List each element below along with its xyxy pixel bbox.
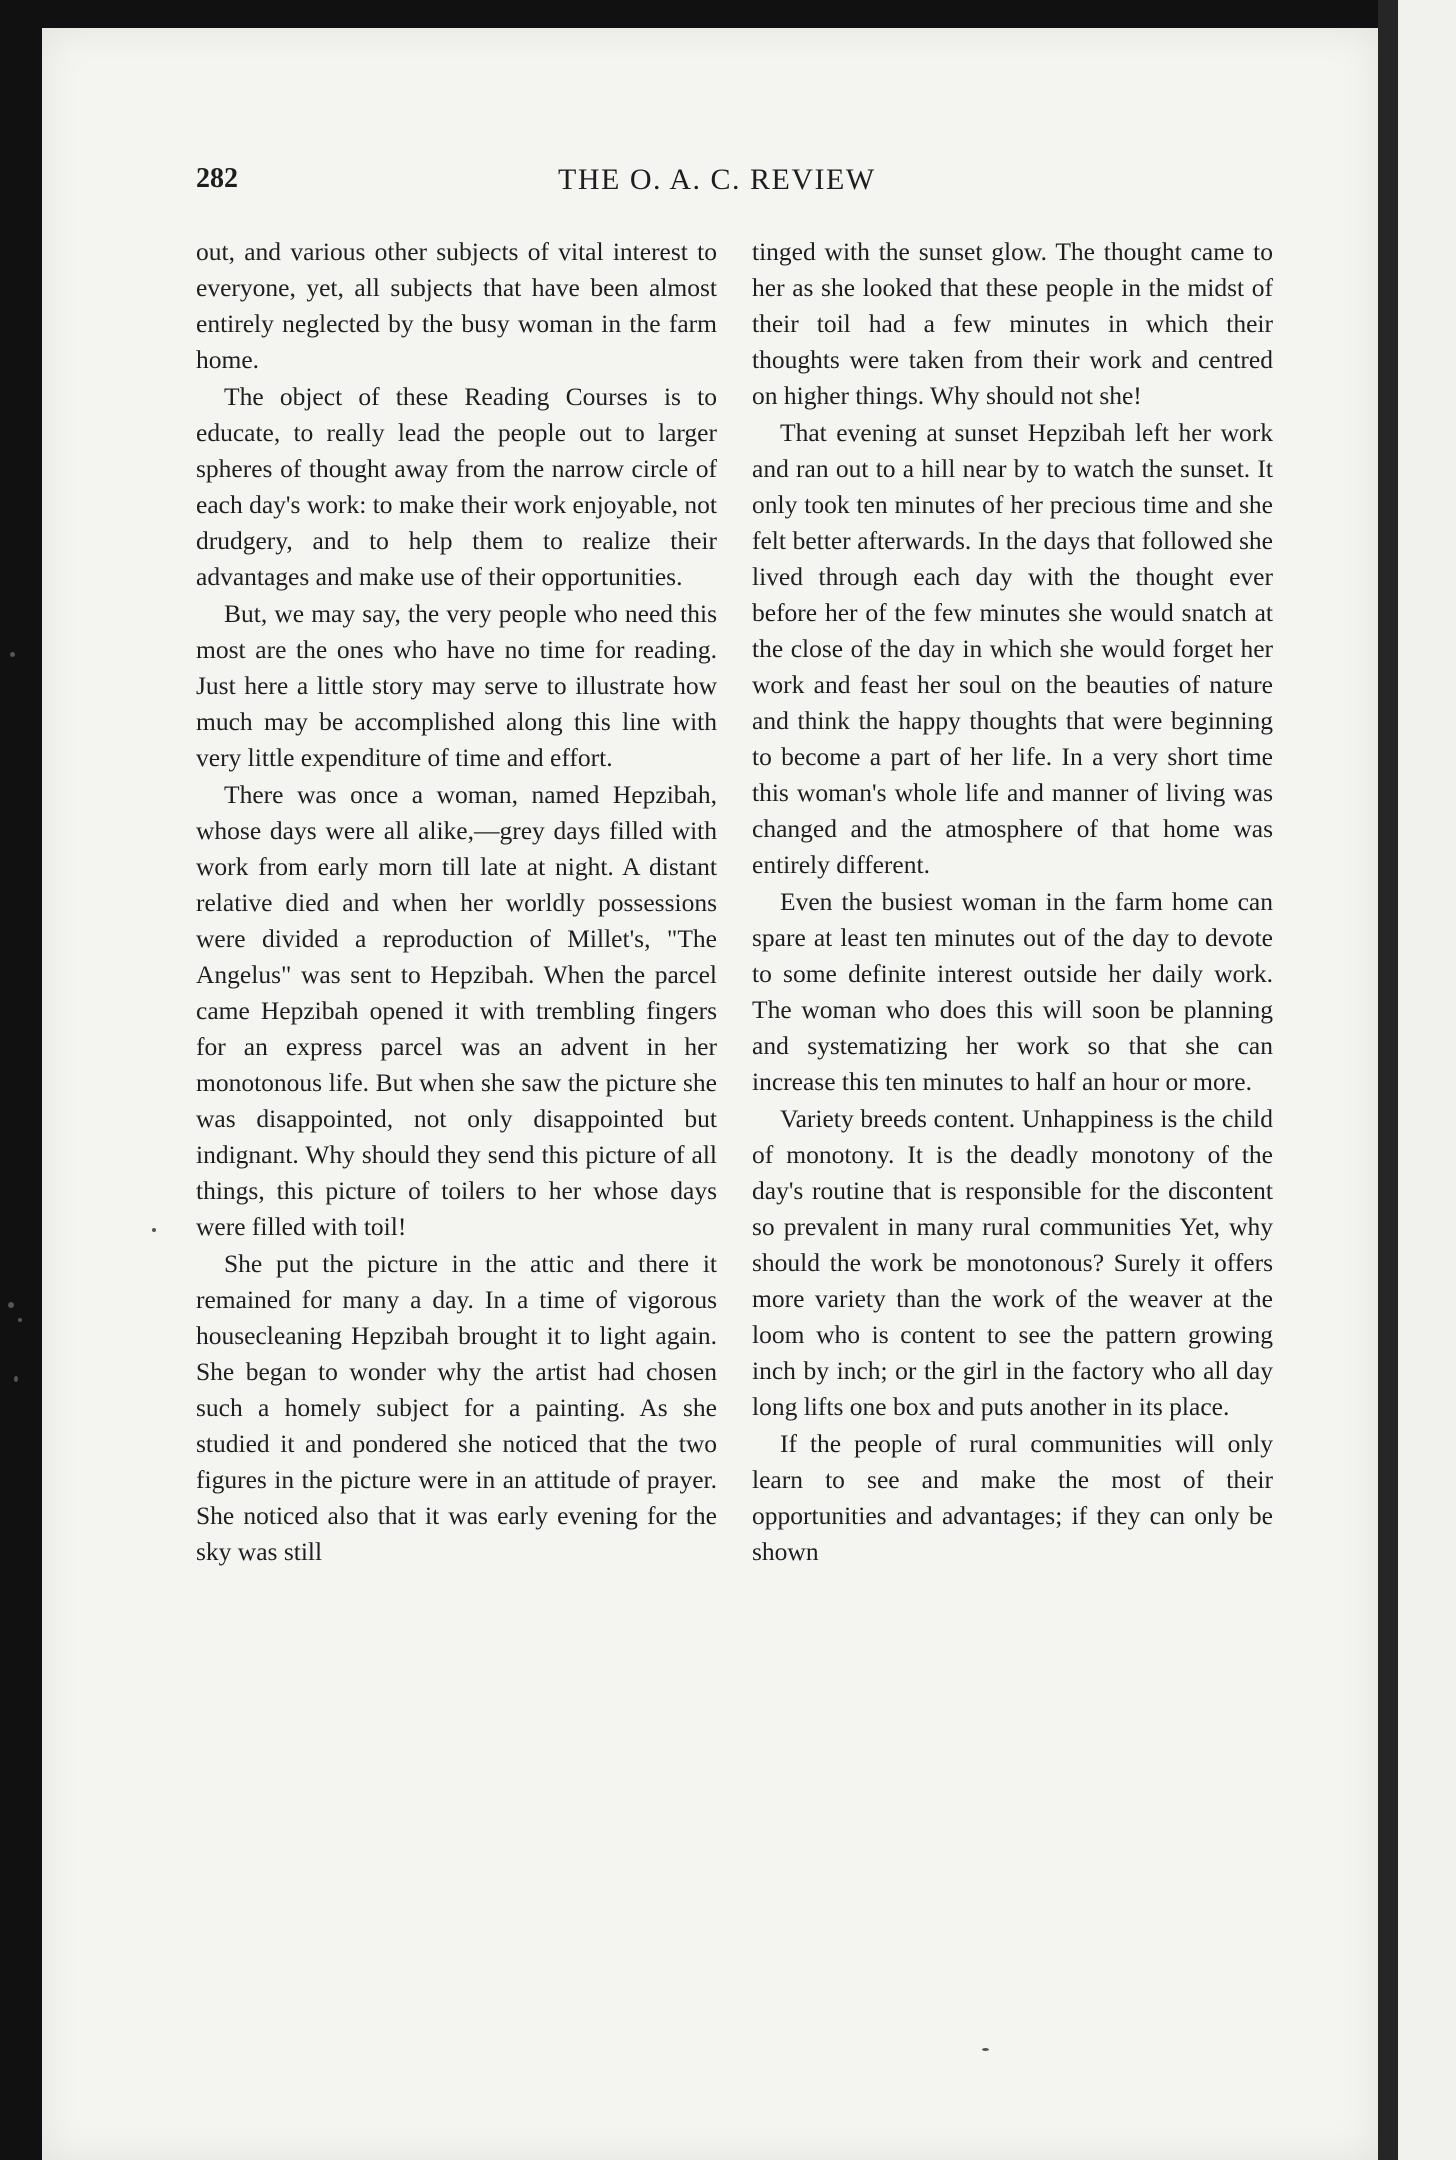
right-text-column [752, 234, 1273, 1570]
paragraph: tinged with the sunset glow. The thought came to her as she looked that these people in the midst of their toil had a few minutes in which their thoughts were taken from their work and centred on higher things. Why should not she! [752, 237, 1273, 410]
paragraph: Variety breeds content. Unhappiness is the child of monotony. It is the deadly monotony of the day's routine that is responsible for the discontent so prevalent in many rural communities Yet, why should the work be monotonous? Surely it offers more variety than the work of the weaver at the loom who is content to see the pattern growing inch by inch; or the girl in the factory who all day long lifts one box and puts another in its place. [752, 1104, 1273, 1421]
page-header [196, 163, 1276, 207]
page-number: 282 [196, 163, 238, 194]
scan-speck [18, 1318, 22, 1322]
scan-speck [10, 652, 15, 657]
paragraph: That evening at sunset Hepzibah left her work and ran out to a hill near by to watch the sunset. It only took ten minutes of her precious time and she felt better afterwards. In the days that followed she lived through each day with the thought ever before her of the few minutes she would snatch at the close of the day in which she would forget her work and feast her soul on the beauties of nature and think the happy thoughts that were beginning to become a part of her life. In a very short time this woman's whole life and manner of living was changed and the atmosphere of that home was entirely different. [752, 418, 1273, 879]
paragraph: She put the picture in the attic and there it remained for many a day. In a time of vigorous housecleaning Hepzibah brought it to light again. She began to wonder why the artist had chosen such a homely subject for a painting. As she studied it and pondered she noticed that the two figures in the picture were in an attitude of prayer. She noticed also that it was early evening for the sky was still [196, 1249, 717, 1566]
paragraph: If the people of rural communities will only learn to see and make the most of their opportunities and advantages; if they can only be shown [752, 1429, 1273, 1566]
adjacent-page-edge [1398, 0, 1456, 2160]
page-gutter [1378, 0, 1398, 2160]
scan-speck [152, 1228, 156, 1232]
scan-speck [982, 2048, 989, 2051]
paragraph: The object of these Reading Courses is to educate, to really lead the people out to larger spheres of thought away from the narrow circle of each day's work: to make their work enjoyable, not drudgery, and to help them to realize their advantages and make use of their opportunities. [196, 382, 717, 591]
scan-speck [14, 1376, 18, 1382]
paragraph: Even the busiest woman in the farm home can spare at least ten minutes out of the day to devote to some definite interest outside her daily work. The woman who does this will soon be planning and systematizing her work so that she can increase this ten minutes to half an hour or more. [752, 887, 1273, 1096]
scan-speck [8, 1302, 14, 1308]
left-text-column [196, 234, 717, 1570]
paragraph: out, and various other subjects of vital interest to everyone, yet, all subjects that have been almost entirely neglected by the busy woman in the farm home. [196, 237, 717, 374]
paragraph: But, we may say, the very people who need this most are the ones who have no time for reading. Just here a little story may serve to illustrate how much may be accomplished along this line with very little expenditure of time and effort. [196, 599, 717, 772]
running-title: THE O. A. C. REVIEW [558, 163, 876, 196]
paragraph: There was once a woman, named Hepzibah, whose days were all alike,—grey days filled with work from early morn till late at night. A distant relative died and when her worldly possessions were divided a reproduction of Millet's, "The Angelus" was sent to Hepzibah. When the parcel came Hepzibah opened it with trembling fingers for an express parcel was an advent in her monotonous life. But when she saw the picture she was disappointed, not only disappointed but indignant. Why should they send this picture of all things, this picture of toilers to her whose days were filled with toil! [196, 780, 717, 1241]
